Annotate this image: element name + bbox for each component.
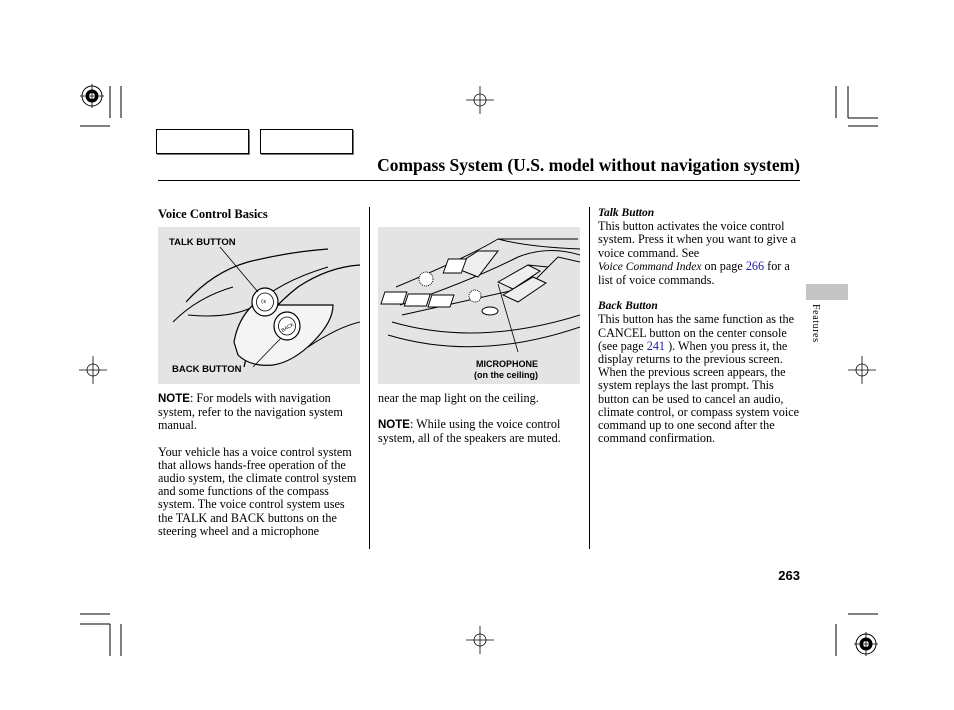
crosshair-icon [466,86,494,114]
microphone-label-sub: (on the ceiling) [474,370,538,380]
crosshair-icon [848,356,876,384]
talk-button-heading: Talk Button [598,207,655,219]
talk-text: for a list of voice commands. [598,258,790,288]
column-divider [369,207,370,549]
title-rule [158,180,800,181]
ceiling-figure [378,227,580,384]
back-button-label: BACK BUTTON [172,364,242,375]
side-tab-label: Features [810,304,821,343]
talk-text: This button activates the voice control system. Press it when you want to give a voice command. See [598,219,797,260]
column3-text [598,207,802,458]
back-button-paragraph [598,313,802,445]
page-link-266[interactable]: 266 [745,258,765,273]
body-paragraph: Your vehicle has a voice control system that allows hands-free operation of the audio system, the climate control system and some functions of the compass system. The voice control system uses the TALK and BACK buttons on the steering wheel and a microphone [158,444,357,538]
column2-text [378,392,582,459]
voice-command-index-ref: Voice Command Index [598,260,702,273]
registration-target-icon [854,632,878,656]
column-divider [589,207,590,549]
steering-wheel-figure [158,227,360,384]
back-text: ). When you press it, the display returns to the previous screen. When the previous screen appears, the system replays the last prompt. This button can be used to cancel an audio, climate control, or compass system voice command up to one second after the command confirmation. [598,338,800,446]
back-button-heading: Back Button [598,300,658,313]
section-heading: Voice Control Basics [158,207,268,221]
note-text: : For models with navigation system, refer to the navigation system manual. [158,391,343,433]
microphone-label-main: MICROPHONE [475,359,538,369]
side-tab-marker [806,284,848,300]
note-paragraph [378,418,582,445]
note-label: NOTE [158,393,190,405]
continuation-paragraph: near the map light on the ceiling. [378,391,539,405]
talk-button-label: TALK BUTTON [169,237,236,248]
back-text: This button has the same function as the CANCEL button on the center console (see page [598,312,794,353]
header-tab-left [156,129,249,154]
column1-text [158,392,358,551]
header-tab-right [260,129,353,154]
svg-text:BACK: BACK [280,321,296,334]
crosshair-icon [466,626,494,654]
steering-wheel-illustration [158,227,360,384]
page-number: 263 [778,568,800,583]
note-text: : While using the voice control system, all of the speakers are muted. [378,417,561,446]
talk-text: on page [701,258,746,273]
microphone-label [378,359,568,381]
page-title: Compass System (U.S. model without navigation system) [377,155,800,175]
crosshair-icon [79,356,107,384]
talk-button-paragraph [598,220,802,287]
page-link-241[interactable]: 241 [646,338,666,353]
note-label: NOTE [378,419,410,432]
svg-text:⁽ᵋ: ⁽ᵋ [261,299,267,309]
note-paragraph [158,392,358,433]
registration-target-icon [80,84,104,108]
